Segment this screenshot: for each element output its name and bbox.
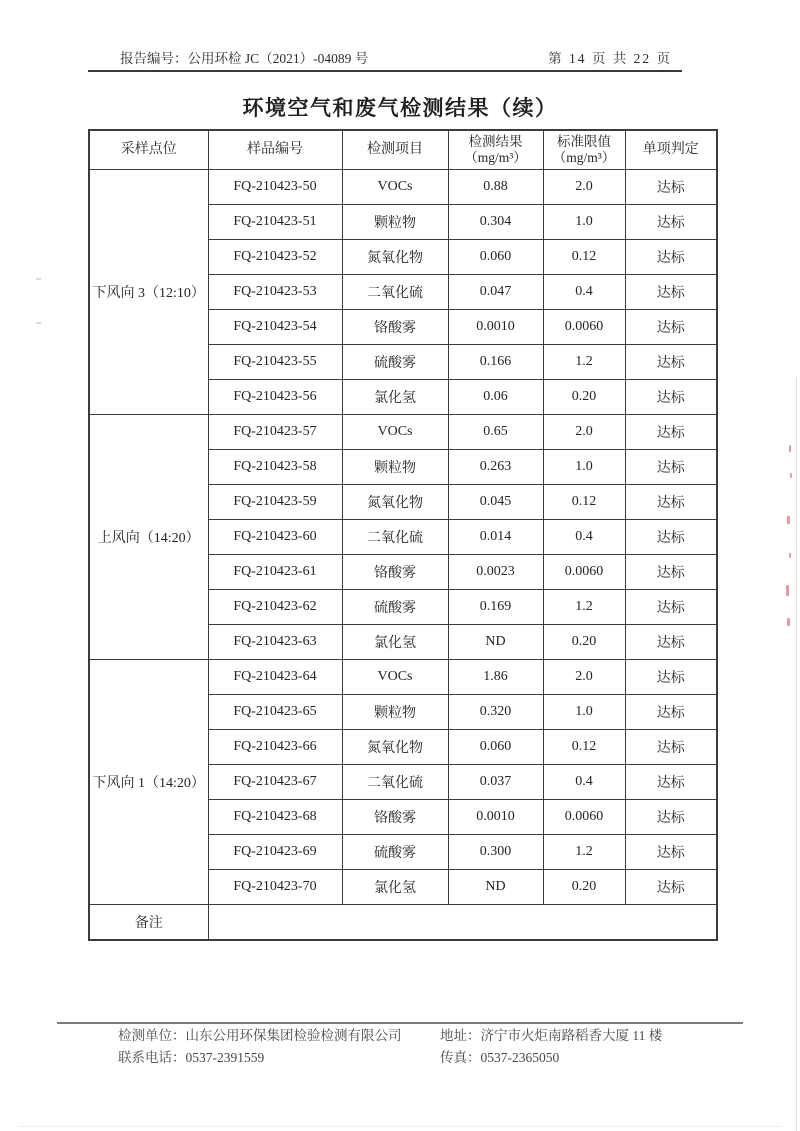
judgement-cell: 达标	[625, 310, 717, 345]
limit-cell: 0.0060	[543, 555, 625, 590]
sample-id-cell: FQ-210423-62	[208, 590, 342, 625]
col-header-sample-id	[208, 130, 342, 170]
results-table-body	[89, 170, 717, 905]
result-cell: 0.304	[448, 205, 543, 240]
limit-cell: 0.4	[543, 765, 625, 800]
judgement-cell: 达标	[625, 275, 717, 310]
limit-cell: 0.12	[543, 485, 625, 520]
sample-id-cell: FQ-210423-57	[208, 415, 342, 450]
table-row	[89, 660, 717, 695]
sample-id-cell: FQ-210423-59	[208, 485, 342, 520]
sample-id-cell: FQ-210423-68	[208, 800, 342, 835]
limit-cell: 0.12	[543, 240, 625, 275]
item-cell: 二氧化硫	[342, 275, 448, 310]
fax-number: 传真：0537-2365050	[440, 1050, 560, 1065]
item-cell: 硫酸雾	[342, 345, 448, 380]
sample-id-cell: FQ-210423-52	[208, 240, 342, 275]
item-cell: VOCs	[342, 415, 448, 450]
scan-speck	[36, 322, 41, 324]
footer-row	[118, 1025, 718, 1047]
result-cell: 0.320	[448, 695, 543, 730]
judgement-cell: 达标	[625, 380, 717, 415]
sample-id-cell: FQ-210423-69	[208, 835, 342, 870]
judgement-cell: 达标	[625, 485, 717, 520]
item-cell: 二氧化硫	[342, 520, 448, 555]
col-header-sampling-location	[89, 130, 208, 170]
judgement-cell: 达标	[625, 205, 717, 240]
testing-organization: 检测单位：山东公用环保集团检验检测有限公司	[118, 1028, 402, 1043]
item-cell: 颗粒物	[342, 450, 448, 485]
item-cell: 铬酸雾	[342, 555, 448, 590]
stamp-bleed-mark	[786, 585, 789, 596]
item-cell: 氯化氢	[342, 870, 448, 905]
document-header	[120, 47, 672, 67]
item-cell: 氮氧化物	[342, 240, 448, 275]
table-header-row	[89, 130, 717, 170]
page-title: 环境空气和废气检测结果（续）	[242, 96, 558, 120]
sample-id-cell: FQ-210423-56	[208, 380, 342, 415]
sample-id-cell: FQ-210423-70	[208, 870, 342, 905]
item-cell: 硫酸雾	[342, 835, 448, 870]
page-number-indicator: 第 14 页 共 22 页	[548, 51, 672, 66]
footer-divider-line	[57, 1022, 743, 1024]
scan-speck	[36, 278, 41, 280]
stamp-bleed-mark	[789, 445, 791, 452]
sample-id-cell: FQ-210423-67	[208, 765, 342, 800]
col-header-label: 检测结果	[468, 134, 523, 149]
stamp-bleed-mark	[787, 516, 790, 524]
judgement-cell: 达标	[625, 555, 717, 590]
footer-row	[118, 1047, 718, 1069]
result-cell: 0.047	[448, 275, 543, 310]
item-cell: 氮氧化物	[342, 730, 448, 765]
document-footer	[118, 1025, 718, 1069]
scan-edge-line	[796, 378, 797, 1131]
sampling-location-cell: 下风向 1（14:20）	[89, 660, 208, 905]
judgement-cell: 达标	[625, 450, 717, 485]
result-cell: 1.86	[448, 660, 543, 695]
results-table	[88, 129, 718, 941]
result-cell: ND	[448, 870, 543, 905]
limit-cell: 1.2	[543, 345, 625, 380]
item-cell: 颗粒物	[342, 205, 448, 240]
limit-cell: 0.4	[543, 275, 625, 310]
judgement-cell: 达标	[625, 660, 717, 695]
sample-id-cell: FQ-210423-54	[208, 310, 342, 345]
judgement-cell: 达标	[625, 625, 717, 660]
judgement-cell: 达标	[625, 240, 717, 275]
contact-phone: 联系电话：0537-2391559	[118, 1050, 265, 1065]
limit-cell: 1.0	[543, 205, 625, 240]
result-cell: ND	[448, 625, 543, 660]
item-cell: 硫酸雾	[342, 590, 448, 625]
limit-cell: 0.0060	[543, 310, 625, 345]
judgement-cell: 达标	[625, 800, 717, 835]
judgement-cell: 达标	[625, 520, 717, 555]
result-cell: 0.166	[448, 345, 543, 380]
item-cell: 氮氧化物	[342, 485, 448, 520]
judgement-cell: 达标	[625, 415, 717, 450]
stamp-bleed-mark	[789, 553, 791, 558]
col-header-limit	[543, 130, 625, 170]
judgement-cell: 达标	[625, 345, 717, 380]
col-header-unit: （mg/m³）	[464, 150, 527, 165]
col-header-label: 采样点位	[120, 142, 177, 157]
item-cell: 铬酸雾	[342, 310, 448, 345]
result-cell: 0.037	[448, 765, 543, 800]
judgement-cell: 达标	[625, 870, 717, 905]
limit-cell: 1.2	[543, 835, 625, 870]
remark-value-cell	[208, 905, 717, 941]
sample-id-cell: FQ-210423-51	[208, 205, 342, 240]
item-cell: 铬酸雾	[342, 800, 448, 835]
item-cell: 氯化氢	[342, 625, 448, 660]
col-header-label: 样品编号	[247, 142, 303, 157]
sample-id-cell: FQ-210423-64	[208, 660, 342, 695]
sample-id-cell: FQ-210423-63	[208, 625, 342, 660]
limit-cell: 0.20	[543, 380, 625, 415]
sampling-location-cell: 上风向（14:20）	[89, 415, 208, 660]
header-divider-line	[88, 70, 682, 72]
sample-id-cell: FQ-210423-53	[208, 275, 342, 310]
judgement-cell: 达标	[625, 590, 717, 625]
remark-row	[89, 905, 717, 941]
result-cell: 0.014	[448, 520, 543, 555]
item-cell: 颗粒物	[342, 695, 448, 730]
limit-cell: 1.0	[543, 695, 625, 730]
limit-cell: 0.20	[543, 625, 625, 660]
col-header-label: 检测项目	[367, 142, 423, 157]
limit-cell: 1.2	[543, 590, 625, 625]
limit-cell: 0.0060	[543, 800, 625, 835]
judgement-cell: 达标	[625, 730, 717, 765]
col-header-label: 单项判定	[642, 142, 699, 157]
result-cell: 0.0010	[448, 800, 543, 835]
col-header-judgement	[625, 130, 717, 170]
sample-id-cell: FQ-210423-61	[208, 555, 342, 590]
result-cell: 0.060	[448, 730, 543, 765]
limit-cell: 0.12	[543, 730, 625, 765]
sampling-location-cell: 下风向 3（12:10）	[89, 170, 208, 415]
result-cell: 0.300	[448, 835, 543, 870]
result-cell: 0.045	[448, 485, 543, 520]
col-header-test-item	[342, 130, 448, 170]
col-header-unit: （mg/m³）	[552, 150, 616, 165]
sample-id-cell: FQ-210423-65	[208, 695, 342, 730]
sample-id-cell: FQ-210423-55	[208, 345, 342, 380]
organization-address: 地址：济宁市火炬南路稻香大厦 11 楼	[440, 1028, 663, 1043]
result-cell: 0.06	[448, 380, 543, 415]
sample-id-cell: FQ-210423-66	[208, 730, 342, 765]
result-cell: 0.88	[448, 170, 543, 205]
result-cell: 0.0010	[448, 310, 543, 345]
table-row	[89, 170, 717, 205]
item-cell: 二氧化硫	[342, 765, 448, 800]
item-cell: VOCs	[342, 170, 448, 205]
scan-bottom-line	[18, 1126, 782, 1127]
limit-cell: 2.0	[543, 415, 625, 450]
result-cell: 0.0023	[448, 555, 543, 590]
limit-cell: 2.0	[543, 170, 625, 205]
remark-label-cell: 备注	[89, 905, 208, 941]
limit-cell: 0.4	[543, 520, 625, 555]
judgement-cell: 达标	[625, 170, 717, 205]
result-cell: 0.060	[448, 240, 543, 275]
sample-id-cell: FQ-210423-58	[208, 450, 342, 485]
report-number: 报告编号：公用环检 JC（2021）-04089 号	[120, 51, 369, 66]
stamp-bleed-mark	[787, 618, 790, 626]
item-cell: VOCs	[342, 660, 448, 695]
result-cell: 0.169	[448, 590, 543, 625]
result-cell: 0.65	[448, 415, 543, 450]
judgement-cell: 达标	[625, 835, 717, 870]
limit-cell: 1.0	[543, 450, 625, 485]
judgement-cell: 达标	[625, 695, 717, 730]
table-row	[89, 415, 717, 450]
limit-cell: 2.0	[543, 660, 625, 695]
col-header-result	[448, 130, 543, 170]
result-cell: 0.263	[448, 450, 543, 485]
limit-cell: 0.20	[543, 870, 625, 905]
stamp-bleed-mark	[790, 473, 792, 478]
item-cell: 氯化氢	[342, 380, 448, 415]
col-header-label: 标准限值	[557, 134, 611, 149]
sample-id-cell: FQ-210423-50	[208, 170, 342, 205]
judgement-cell: 达标	[625, 765, 717, 800]
sample-id-cell: FQ-210423-60	[208, 520, 342, 555]
